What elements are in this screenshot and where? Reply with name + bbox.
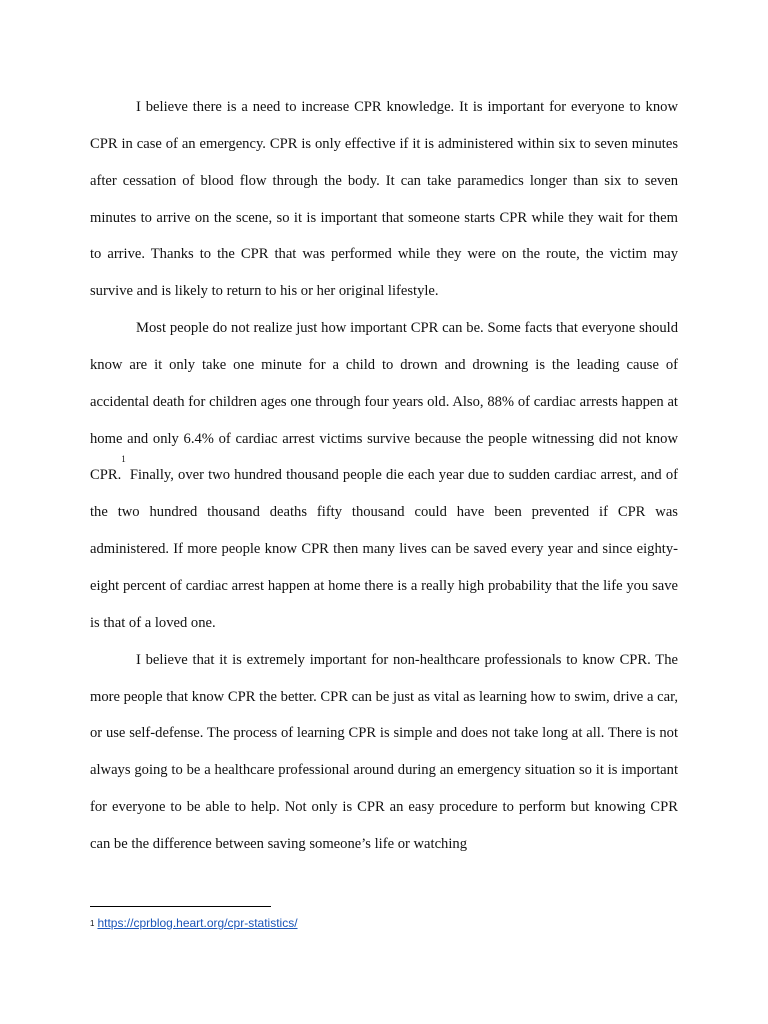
document-body: [90, 89, 678, 863]
paragraph-2-text-after-ref: Finally, over two hundred thousand people die each year due to sudden cardiac arrest, and of the two hundred thousand deaths fifty thousand could have been prevented if CPR was administered. If more people know CPR then many lives can be saved every year and since eighty-eight percent of cardiac arrest happen at home there is a really high probability that the life you save is that of a loved one.: [90, 467, 678, 631]
footnote-reference-mark: 1: [121, 454, 126, 465]
paragraph-2: [90, 310, 678, 642]
paragraph-1: I believe there is a need to increase CPR knowledge. It is important for everyone to know CPR in case of an emergency. CPR is only effective if it is administered within six to seven minutes after cessation of blood flow through the body. It can take paramedics longer than six to seven minutes to arrive on the scene, so it is important that someone starts CPR while they wait for them to arrive. Thanks to the CPR that was performed while they were on the route, the victim may survive and is likely to return to his or her original lifestyle.: [90, 99, 678, 300]
footnote-mark: 1: [90, 919, 95, 928]
footnote-separator: [90, 906, 271, 907]
paragraph-2-text-before-ref: Most people do not realize just how important CPR can be. Some facts that everyone should know are it only take one minute for a child to drown and drowning is the leading cause of accidental death for children ages one through four years old. Also, 88% of cardiac arrests happen at home and only 6.4% of cardiac arrest victims survive because the people witnessing did not know CPR.: [90, 320, 678, 484]
footnote-link[interactable]: https://cprblog.heart.org/cpr-statistics/: [97, 916, 298, 930]
paragraph-3: I believe that it is extremely important for non-healthcare professionals to know CPR. The more people that know CPR the better. CPR can be just as vital as learning how to swim, drive a car, or use self-defense. The process of learning CPR is simple and does not take long at all. There is not always going to be a healthcare professional around during an emergency situation so it is important for everyone to be able to help. Not only is CPR an easy procedure to perform but knowing CPR can be the difference between saving someone’s life or watching: [90, 651, 678, 852]
footnote: [90, 914, 298, 932]
